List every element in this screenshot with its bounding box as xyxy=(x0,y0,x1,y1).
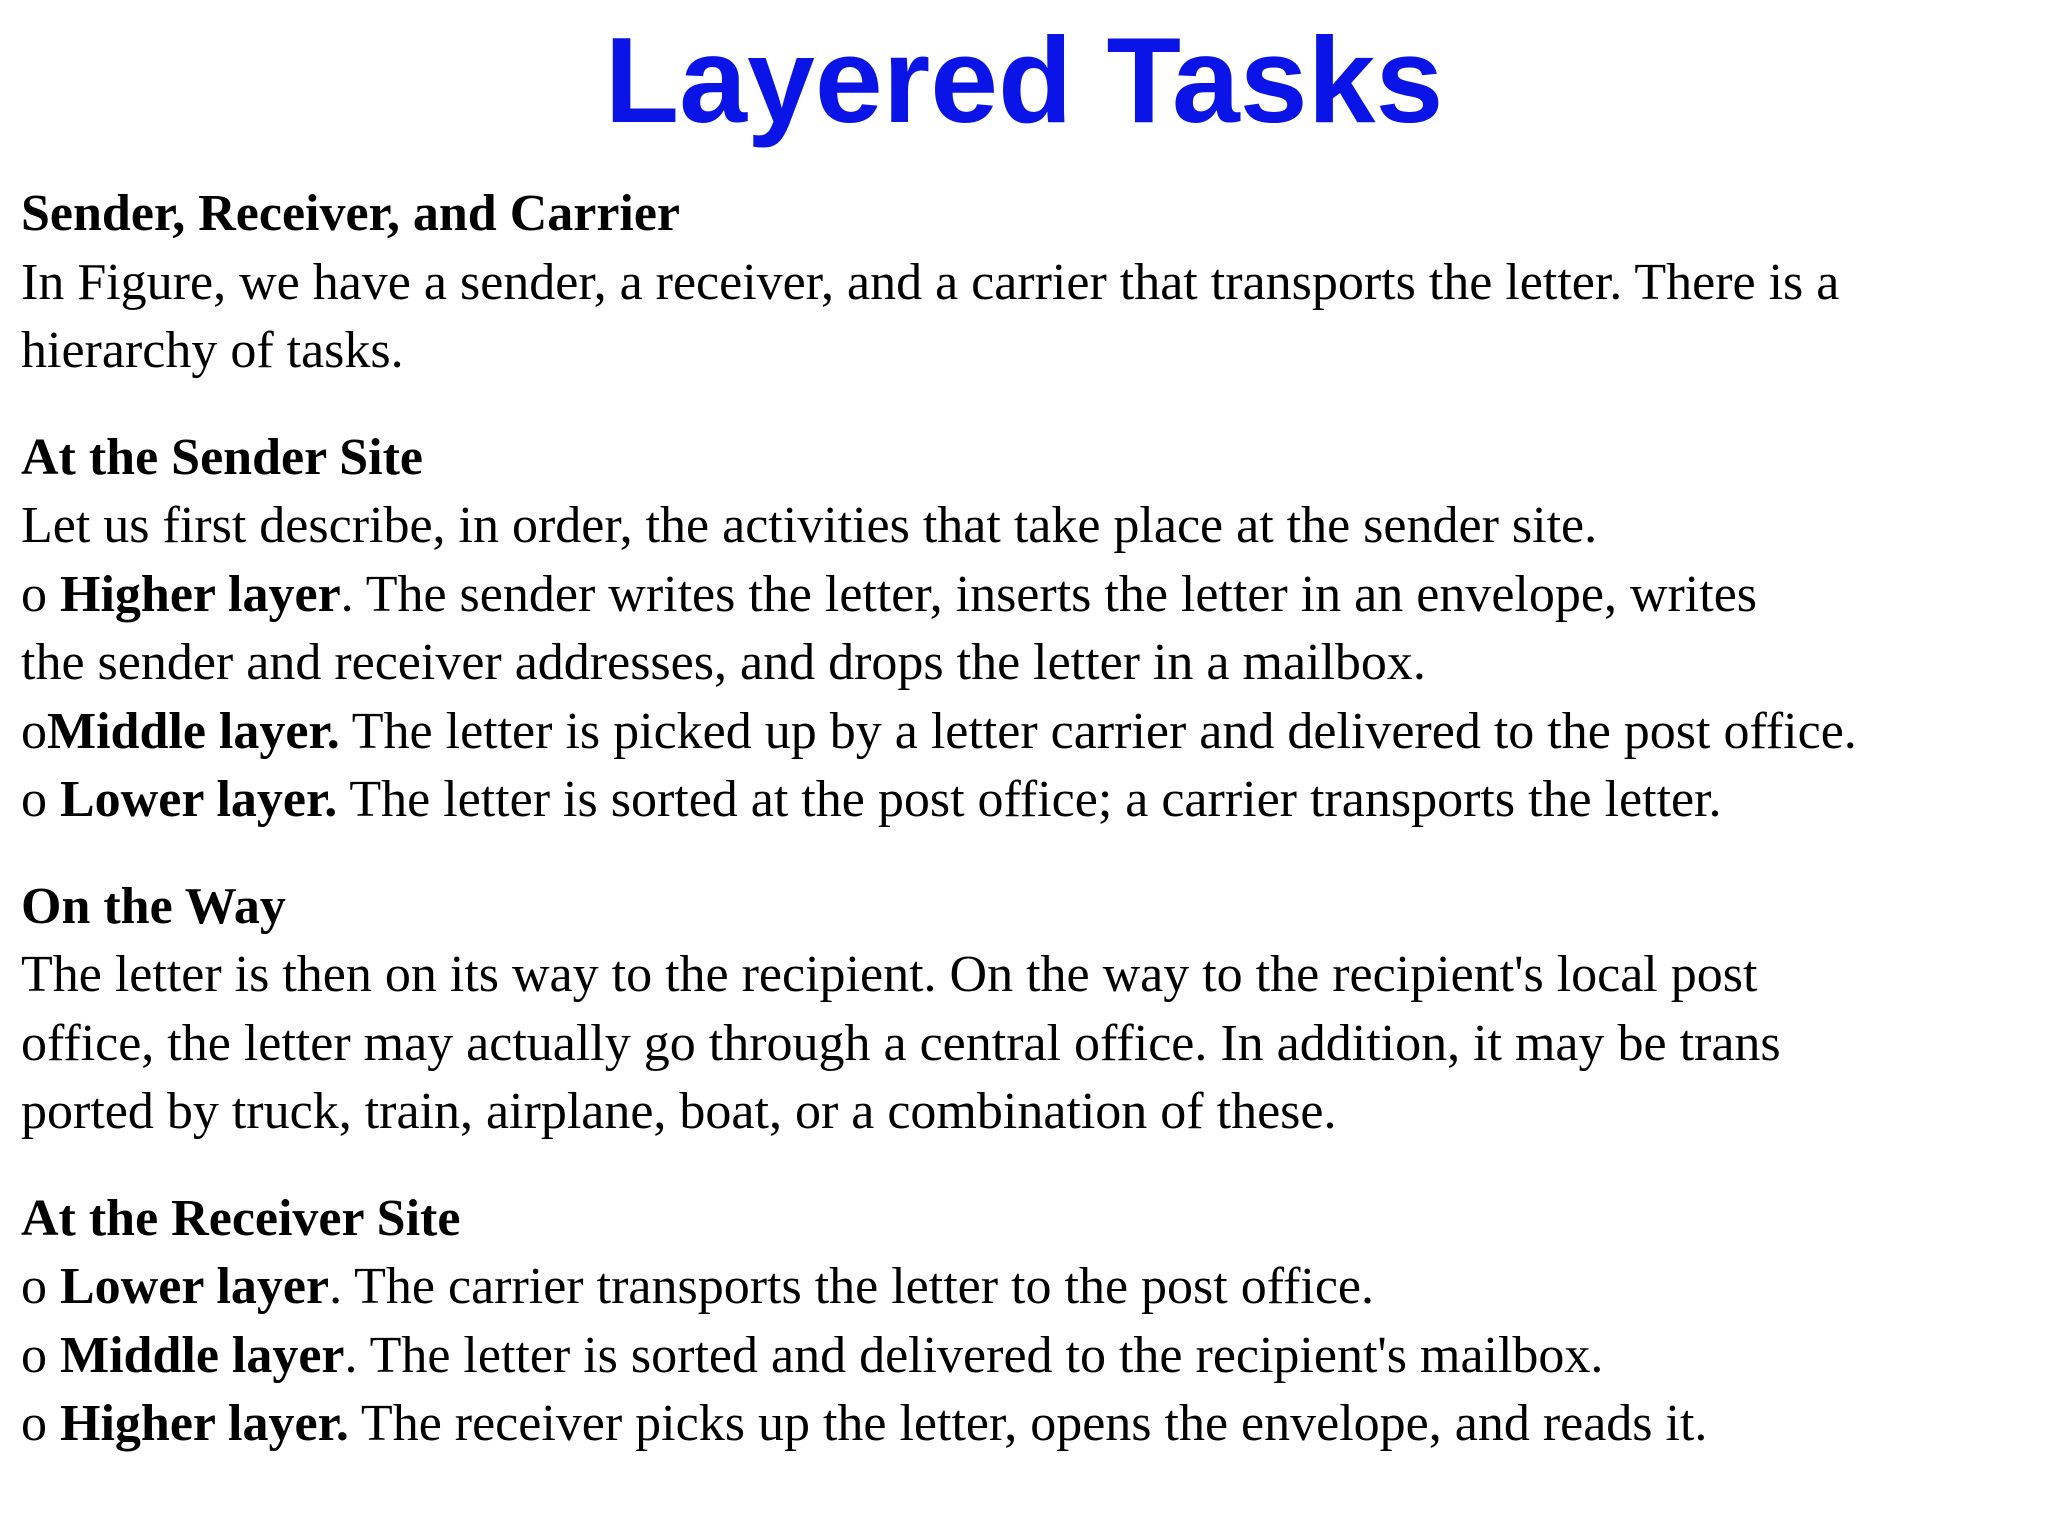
bullet-item xyxy=(21,698,2031,767)
paragraph-line: hierarchy of tasks. xyxy=(21,322,404,379)
bullet-marker: o xyxy=(21,702,47,760)
section-sender-receiver-carrier xyxy=(21,180,2031,386)
bullet-text: The letter is picked up by a letter carrier and delivered to the post office. xyxy=(339,702,1857,760)
bullet-label: Higher layer xyxy=(60,565,341,623)
bullet-item xyxy=(21,1322,2031,1391)
slide-body xyxy=(21,180,2031,1459)
paragraph-line: Let us first describe, in order, the activities that take place at the sender site. xyxy=(21,497,1598,554)
bullet-marker: o xyxy=(21,1258,60,1315)
bullet-label: Lower layer xyxy=(60,1258,330,1315)
bullet-text: The letter is sorted at the post office; a carrier transports the letter. xyxy=(337,771,1722,828)
section-heading: On the Way xyxy=(21,877,286,935)
section-receiver-site xyxy=(21,1185,2031,1459)
section-on-the-way xyxy=(21,873,2031,1147)
bullet-item xyxy=(21,561,2031,630)
paragraph-line: office, the letter may actually go through a central office. In addition, it may be trans xyxy=(21,1014,1781,1072)
section-heading: At the Sender Site xyxy=(21,428,424,486)
bullet-continuation: the sender and receiver addresses, and drops the letter in a mailbox. xyxy=(21,634,1426,691)
bullet-label: Middle layer. xyxy=(47,702,340,760)
paragraph-line: The letter is then on its way to the recipient. On the way to the recipient's local post xyxy=(21,946,1758,1003)
bullet-label: Lower layer. xyxy=(60,771,338,828)
bullet-label: Higher layer. xyxy=(60,1395,349,1452)
bullet-label: Middle layer xyxy=(60,1326,345,1384)
bullet-item xyxy=(21,1253,2031,1322)
bullet-text: . The carrier transports the letter to the post office. xyxy=(329,1258,1375,1315)
bullet-marker: o xyxy=(21,565,60,623)
bullet-text: . The letter is sorted and delivered to the recipient's mailbox. xyxy=(344,1326,1604,1384)
section-heading: Sender, Receiver, and Carrier xyxy=(21,185,681,242)
section-sender-site xyxy=(21,424,2031,835)
section-heading: At the Receiver Site xyxy=(21,1189,461,1247)
bullet-item xyxy=(21,766,2031,835)
bullet-marker: o xyxy=(21,1326,60,1384)
paragraph-line: In Figure, we have a sender, a receiver, and a carrier that transports the letter. There is a xyxy=(21,253,1840,311)
paragraph-line: ported by truck, train, airplane, boat, or a combination of these. xyxy=(21,1083,1337,1140)
bullet-item xyxy=(21,1390,2031,1459)
bullet-marker: o xyxy=(21,771,60,828)
bullet-marker: o xyxy=(21,1395,60,1452)
slide-title: Layered Tasks xyxy=(604,12,1444,148)
bullet-text: . The sender writes the letter, inserts the letter in an envelope, writes xyxy=(340,565,1758,623)
bullet-text: The receiver picks up the letter, opens the envelope, and reads it. xyxy=(348,1395,1708,1452)
